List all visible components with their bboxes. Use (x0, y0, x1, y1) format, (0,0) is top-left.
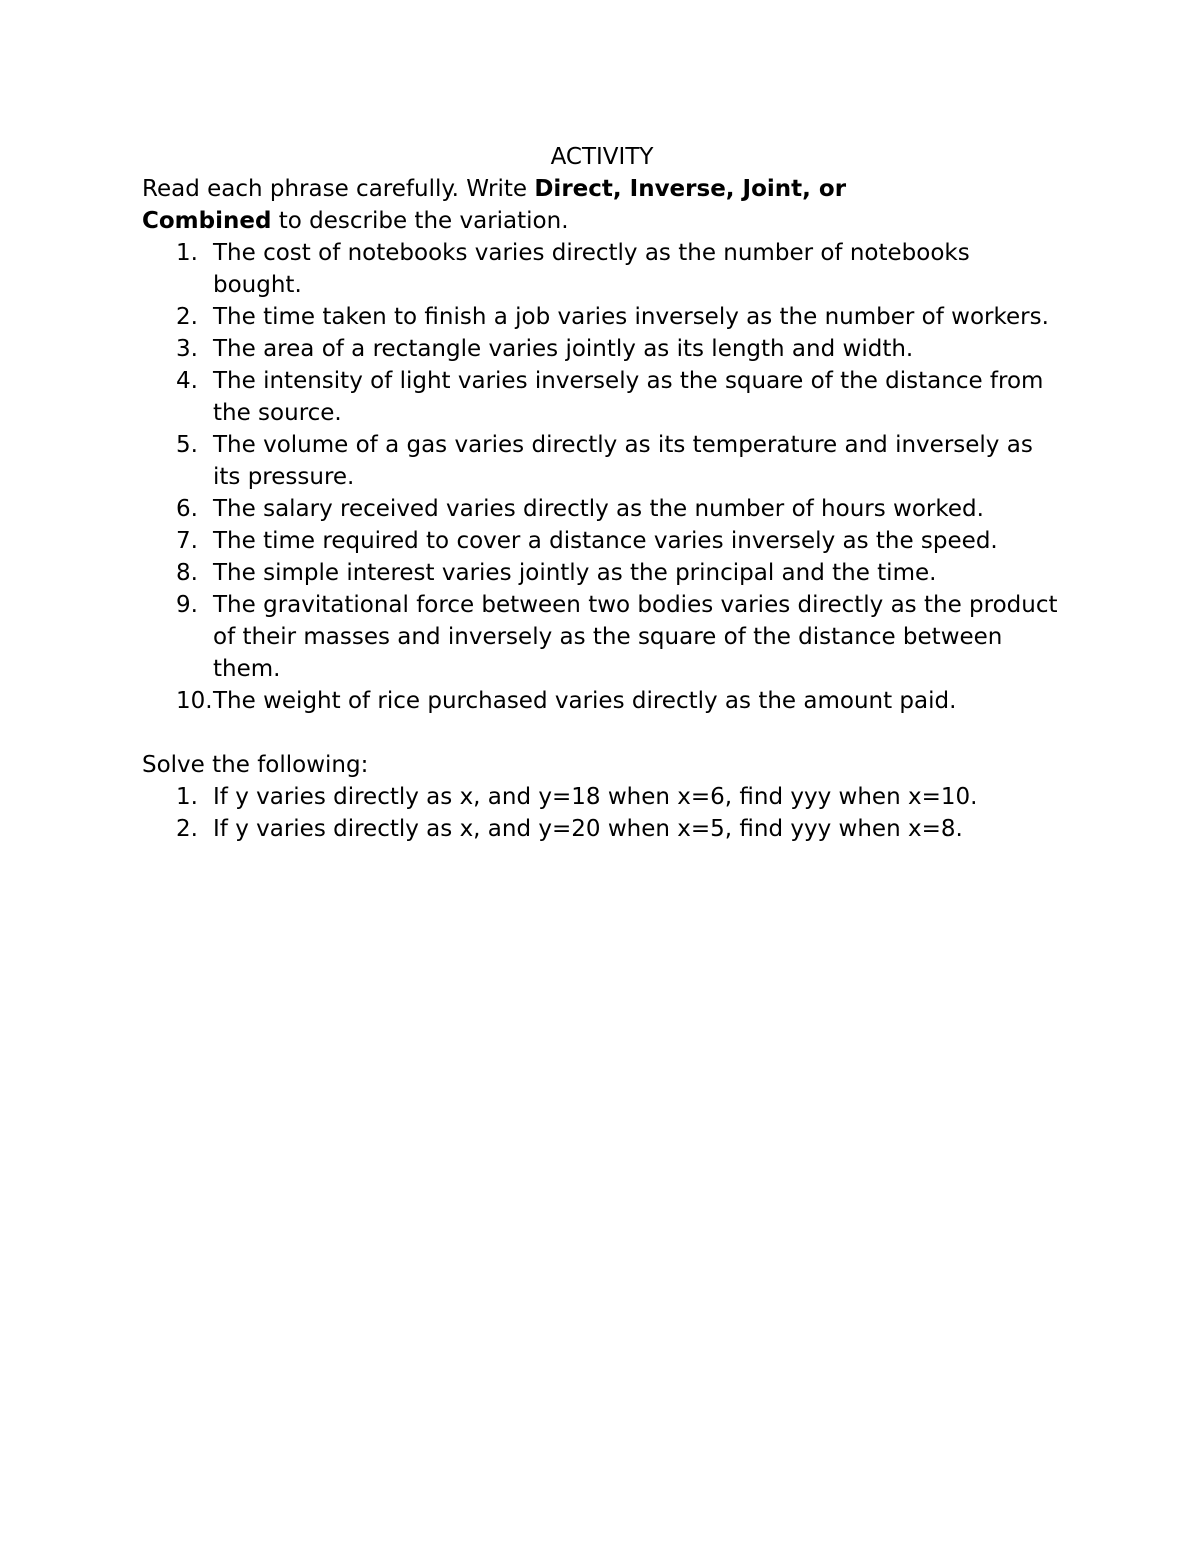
item-number: 6. (176, 496, 198, 522)
list-item (142, 781, 1062, 813)
page-title: ACTIVITY (550, 144, 654, 170)
item-text: The intensity of light varies inversely as the square of the distance from the source. (213, 368, 1044, 426)
document-page (142, 141, 1062, 845)
item-number: 7. (176, 528, 198, 554)
item-text: The weight of rice purchased varies directly as the amount paid. (213, 688, 957, 714)
list-item (142, 589, 1062, 685)
item-number: 5. (176, 432, 198, 458)
item-text: The gravitational force between two bodies varies directly as the product of their masses and inversely as the square of the distance between them. (213, 592, 1058, 682)
item-text: The area of a rectangle varies jointly as its length and width. (213, 336, 914, 362)
list-item (142, 429, 1062, 493)
item-text: The time required to cover a distance varies inversely as the speed. (213, 528, 998, 554)
item-number: 10. (176, 688, 213, 714)
spacer (142, 717, 1062, 749)
item-number: 1. (176, 240, 198, 266)
list-item (142, 813, 1062, 845)
item-text: If y varies directly as x, and y=20 when x=5, find yyy when x=8. (213, 816, 963, 842)
phrase-list (142, 237, 1062, 717)
solve-heading: Solve the following: (142, 752, 369, 778)
item-number: 1. (176, 784, 198, 810)
instructions (142, 173, 1062, 237)
item-number: 9. (176, 592, 198, 618)
instructions-post: to describe the variation. (271, 208, 569, 234)
item-text: The time taken to finish a job varies inversely as the number of workers. (213, 304, 1049, 330)
instructions-pre: Read each phrase carefully. Write (142, 176, 535, 202)
item-text: If y varies directly as x, and y=18 when x=6, find yyy when x=10. (213, 784, 978, 810)
list-item (142, 493, 1062, 525)
item-text: The cost of notebooks varies directly as the number of notebooks bought. (213, 240, 970, 298)
list-item (142, 301, 1062, 333)
list-item (142, 365, 1062, 429)
item-number: 4. (176, 368, 198, 394)
item-text: The salary received varies directly as the number of hours worked. (213, 496, 984, 522)
item-text: The volume of a gas varies directly as its temperature and inversely as its pressure. (213, 432, 1033, 490)
list-item (142, 685, 1062, 717)
instructions-bold-variation-types: Direct, Inverse, Joint, or (534, 176, 847, 202)
item-number: 2. (176, 304, 198, 330)
instructions-bold-combined: Combined (142, 208, 272, 234)
item-number: 2. (176, 816, 198, 842)
list-item (142, 557, 1062, 589)
item-number: 8. (176, 560, 198, 586)
list-item (142, 237, 1062, 301)
item-number: 3. (176, 336, 198, 362)
item-text: The simple interest varies jointly as the principal and the time. (213, 560, 937, 586)
solve-list (142, 781, 1062, 845)
list-item (142, 333, 1062, 365)
list-item (142, 525, 1062, 557)
